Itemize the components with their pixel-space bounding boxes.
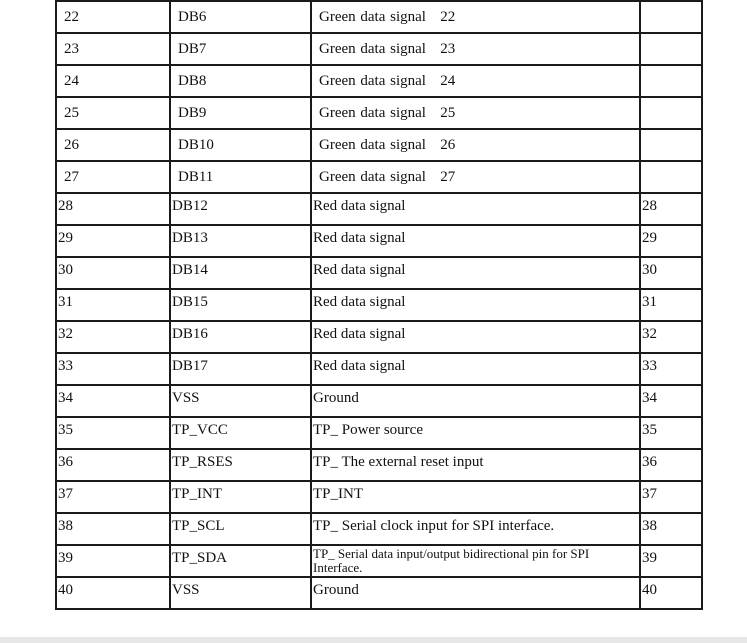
pin-name-cell: TP_SCL: [170, 513, 311, 545]
pin-ref-cell: 38: [640, 513, 702, 545]
pin-ref-cell: 30: [640, 257, 702, 289]
pin-name-cell: DB12: [170, 193, 311, 225]
pin-name-cell: TP_INT: [170, 481, 311, 513]
table-row: [56, 257, 702, 289]
pin-description-cell: Red data signal: [311, 225, 640, 257]
pin-number-cell: 28: [56, 193, 170, 225]
table-row: [56, 129, 702, 161]
pin-ref-cell: 39: [640, 545, 702, 577]
pin-ref-cell: [640, 65, 702, 97]
table-row: [56, 321, 702, 353]
table-row: [56, 513, 702, 545]
table-row: [56, 97, 702, 129]
pin-description-cell: Red data signal: [311, 353, 640, 385]
pin-number-cell: 39: [56, 545, 170, 577]
table-row: [56, 577, 702, 609]
pin-number-cell: 38: [56, 513, 170, 545]
pin-description-cell: TP_ Power source: [311, 417, 640, 449]
pin-description-cell: Red data signal: [311, 289, 640, 321]
pin-description-cell: Green data signal 22: [311, 1, 640, 33]
pin-name-cell: TP_SDA: [170, 545, 311, 577]
pin-description-cell: Green data signal 24: [311, 65, 640, 97]
page-bottom-strip: [0, 637, 747, 643]
pin-definition-table: [55, 0, 703, 610]
pin-number-cell: 26: [56, 129, 170, 161]
pin-number-cell: 24: [56, 65, 170, 97]
table-row: [56, 449, 702, 481]
pin-number-cell: 37: [56, 481, 170, 513]
pin-number-cell: 25: [56, 97, 170, 129]
pin-description-cell: Ground: [311, 385, 640, 417]
table-row: [56, 417, 702, 449]
pin-name-cell: DB11: [170, 161, 311, 193]
table-row: [56, 385, 702, 417]
pin-ref-cell: 35: [640, 417, 702, 449]
pin-number-cell: 23: [56, 33, 170, 65]
pin-name-cell: VSS: [170, 577, 311, 609]
table-row: [56, 225, 702, 257]
pin-number-cell: 22: [56, 1, 170, 33]
pin-number-cell: 31: [56, 289, 170, 321]
pin-name-cell: DB7: [170, 33, 311, 65]
table-row: [56, 289, 702, 321]
pin-ref-cell: 37: [640, 481, 702, 513]
table-row: [56, 33, 702, 65]
pin-name-cell: DB6: [170, 1, 311, 33]
pin-number-cell: 27: [56, 161, 170, 193]
pin-name-cell: DB10: [170, 129, 311, 161]
pin-description-cell: Green data signal 25: [311, 97, 640, 129]
pin-name-cell: DB8: [170, 65, 311, 97]
pin-name-cell: VSS: [170, 385, 311, 417]
pin-ref-cell: 29: [640, 225, 702, 257]
pin-description-cell: Green data signal 23: [311, 33, 640, 65]
pin-ref-cell: 40: [640, 577, 702, 609]
pin-number-cell: 32: [56, 321, 170, 353]
pin-description-cell: Ground: [311, 577, 640, 609]
pin-number-cell: 35: [56, 417, 170, 449]
table-row: [56, 65, 702, 97]
pin-description-cell: Green data signal 27: [311, 161, 640, 193]
pin-number-cell: 29: [56, 225, 170, 257]
pin-ref-cell: [640, 33, 702, 65]
pin-number-cell: 40: [56, 577, 170, 609]
table-row: [56, 353, 702, 385]
pin-ref-cell: 28: [640, 193, 702, 225]
pin-name-cell: DB14: [170, 257, 311, 289]
pin-ref-cell: [640, 161, 702, 193]
pin-name-cell: DB15: [170, 289, 311, 321]
pin-ref-cell: [640, 97, 702, 129]
table-row: [56, 161, 702, 193]
pin-name-cell: TP_RSES: [170, 449, 311, 481]
pin-description-cell: TP_ Serial clock input for SPI interface.: [311, 513, 640, 545]
table-row: [56, 545, 702, 577]
pin-number-cell: 30: [56, 257, 170, 289]
pin-ref-cell: [640, 129, 702, 161]
pin-ref-cell: 34: [640, 385, 702, 417]
table-row: [56, 1, 702, 33]
pin-ref-cell: 33: [640, 353, 702, 385]
pin-number-cell: 36: [56, 449, 170, 481]
pin-description-cell: Red data signal: [311, 321, 640, 353]
pin-description-cell: TP_INT: [311, 481, 640, 513]
pin-name-cell: DB9: [170, 97, 311, 129]
pin-ref-cell: 31: [640, 289, 702, 321]
table-row: [56, 193, 702, 225]
pin-description-cell: TP_ Serial data input/output bidirectional pin for SPI Interface.: [311, 545, 640, 577]
pin-description-cell: Red data signal: [311, 257, 640, 289]
pin-name-cell: DB13: [170, 225, 311, 257]
table-row: [56, 481, 702, 513]
pin-ref-cell: [640, 1, 702, 33]
pin-ref-cell: 36: [640, 449, 702, 481]
pin-description-cell: Red data signal: [311, 193, 640, 225]
pin-ref-cell: 32: [640, 321, 702, 353]
pin-description-cell: Green data signal 26: [311, 129, 640, 161]
pin-number-cell: 34: [56, 385, 170, 417]
pin-name-cell: TP_VCC: [170, 417, 311, 449]
pin-description-cell: TP_ The external reset input: [311, 449, 640, 481]
pin-name-cell: DB17: [170, 353, 311, 385]
pin-number-cell: 33: [56, 353, 170, 385]
pin-name-cell: DB16: [170, 321, 311, 353]
